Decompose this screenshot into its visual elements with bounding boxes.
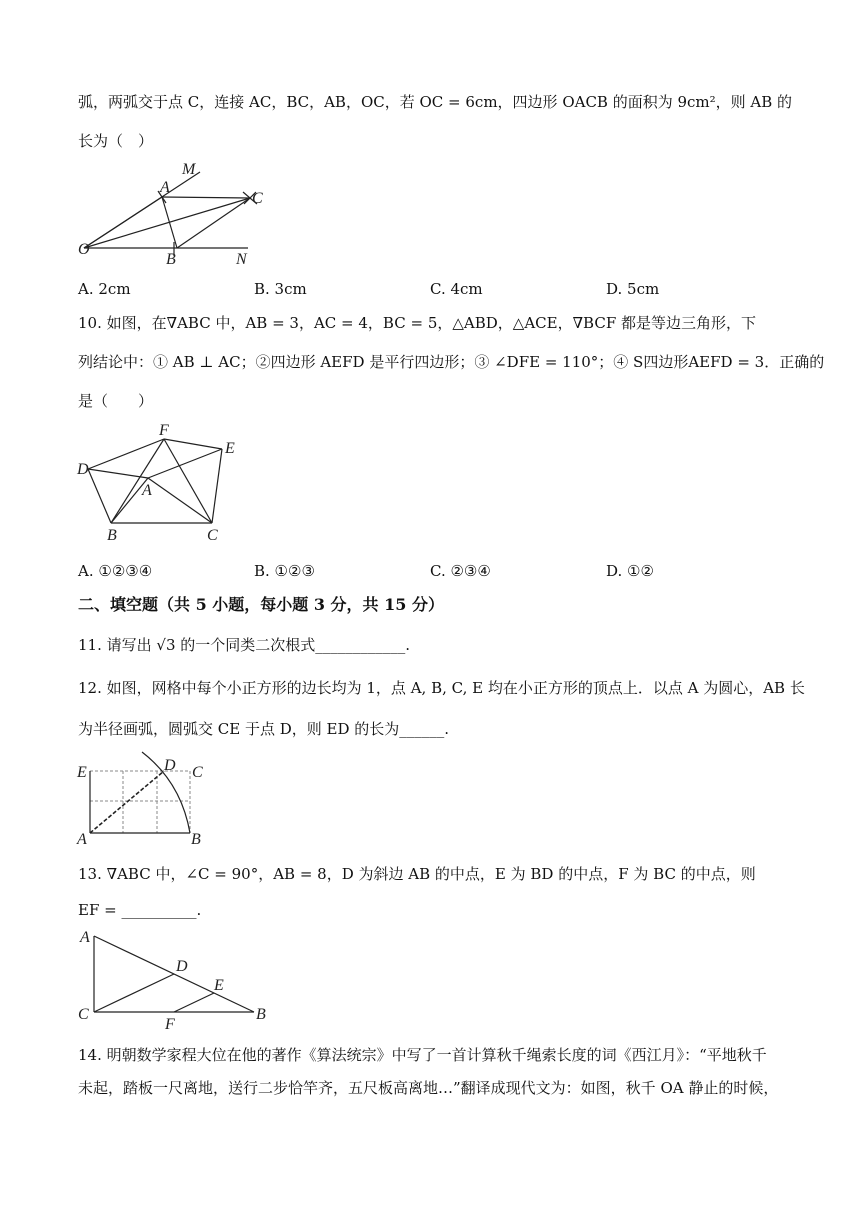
- q10-label-a: A: [142, 482, 152, 499]
- q12-label-d: D: [164, 757, 176, 774]
- q12-text-line-2: 为半径画弧，圆弧交 CE 于点 D，则 ED 的长为______.: [78, 720, 450, 738]
- q14-text-line-2: 未起，踏板一尺离地，送行二步恰竿齐，五尺板高离地…”翻译成现代文为：如图，秋千 OA 静止的时候，: [78, 1079, 779, 1097]
- q14-text-line-1: 14. 明朝数学家程大位在他的著作《算法统宗》中写了一首计算秋千绳索长度的词《西江月》：“平地秋千: [78, 1046, 767, 1064]
- q10-text-line-1: 10. 如图，在∇ABC 中，AB = 3，AC = 4，BC = 5，△ABD，△ACE，∇BCF 都是等边三角形，下: [78, 314, 757, 332]
- q9-label-o: O: [78, 241, 90, 258]
- q9-option-d[interactable]: D. 5cm: [606, 280, 660, 298]
- q11-text: 11. 请写出 √3 的一个同类二次根式____________.: [78, 636, 411, 654]
- q12-label-b: B: [191, 831, 201, 848]
- q12-label-e: E: [77, 764, 87, 781]
- q10-option-c[interactable]: C. ②③④: [430, 562, 491, 580]
- q10-label-b: B: [107, 527, 117, 544]
- q13-label-d: D: [176, 958, 188, 975]
- q13-label-e: E: [214, 977, 224, 994]
- q13-figure: [74, 924, 274, 1034]
- q9-label-n: N: [236, 251, 247, 268]
- q9-label-a: A: [160, 179, 170, 196]
- q9-option-c[interactable]: C. 4cm: [430, 280, 483, 298]
- q10-text-line-2: 列结论中：① AB ⊥ AC；②四边形 AEFD 是平行四边形；③ ∠DFE = 110°；④ S四边形AEFD = 3．正确的: [78, 353, 825, 371]
- q10-figure: [74, 422, 254, 548]
- q10-label-c: C: [207, 527, 218, 544]
- q10-text-line-3: 是（ ）: [78, 392, 154, 410]
- q10-option-a[interactable]: A. ①②③④: [78, 562, 153, 580]
- q13-label-c: C: [78, 1006, 89, 1023]
- q10-option-d[interactable]: D. ①②: [606, 562, 654, 580]
- q12-text-line-1: 12. 如图，网格中每个小正方形的边长均为 1，点 A, B, C, E 均在小正方形的顶点上．以点 A 为圆心，AB 长: [78, 679, 805, 697]
- section-title: 二、填空题（共 5 小题，每小题 3 分，共 15 分）: [78, 595, 444, 614]
- q9-label-c: C: [252, 190, 263, 207]
- q13-label-f: F: [165, 1016, 175, 1033]
- q12-label-a: A: [77, 831, 87, 848]
- q9-label-m: M: [182, 161, 196, 178]
- q9-figure: [70, 158, 270, 268]
- q9-option-b[interactable]: B. 3cm: [254, 280, 307, 298]
- q10-option-b[interactable]: B. ①②③: [254, 562, 315, 580]
- q13-label-a: A: [80, 929, 90, 946]
- q12-figure: [74, 750, 224, 850]
- q9-option-a[interactable]: A. 2cm: [78, 280, 131, 298]
- q13-text-line-1: 13. ∇ABC 中，∠C = 90°，AB = 8，D 为斜边 AB 的中点，E 为 BD 的中点，F 为 BC 的中点，则: [78, 865, 756, 883]
- q13-label-b: B: [256, 1006, 266, 1023]
- q9-text-line-2: 长为（ ）: [78, 132, 154, 150]
- q10-label-d: D: [77, 461, 89, 478]
- q12-label-c: C: [192, 764, 203, 781]
- q9-text-line-1: 弧，两弧交于点 C，连接 AC，BC，AB，OC，若 OC = 6cm，四边形 OACB 的面积为 9cm²，则 AB 的: [78, 93, 793, 111]
- q9-label-b: B: [166, 251, 176, 268]
- q10-label-f: F: [159, 422, 169, 439]
- q13-text-line-2: EF = __________.: [78, 901, 202, 919]
- q10-label-e: E: [225, 440, 235, 457]
